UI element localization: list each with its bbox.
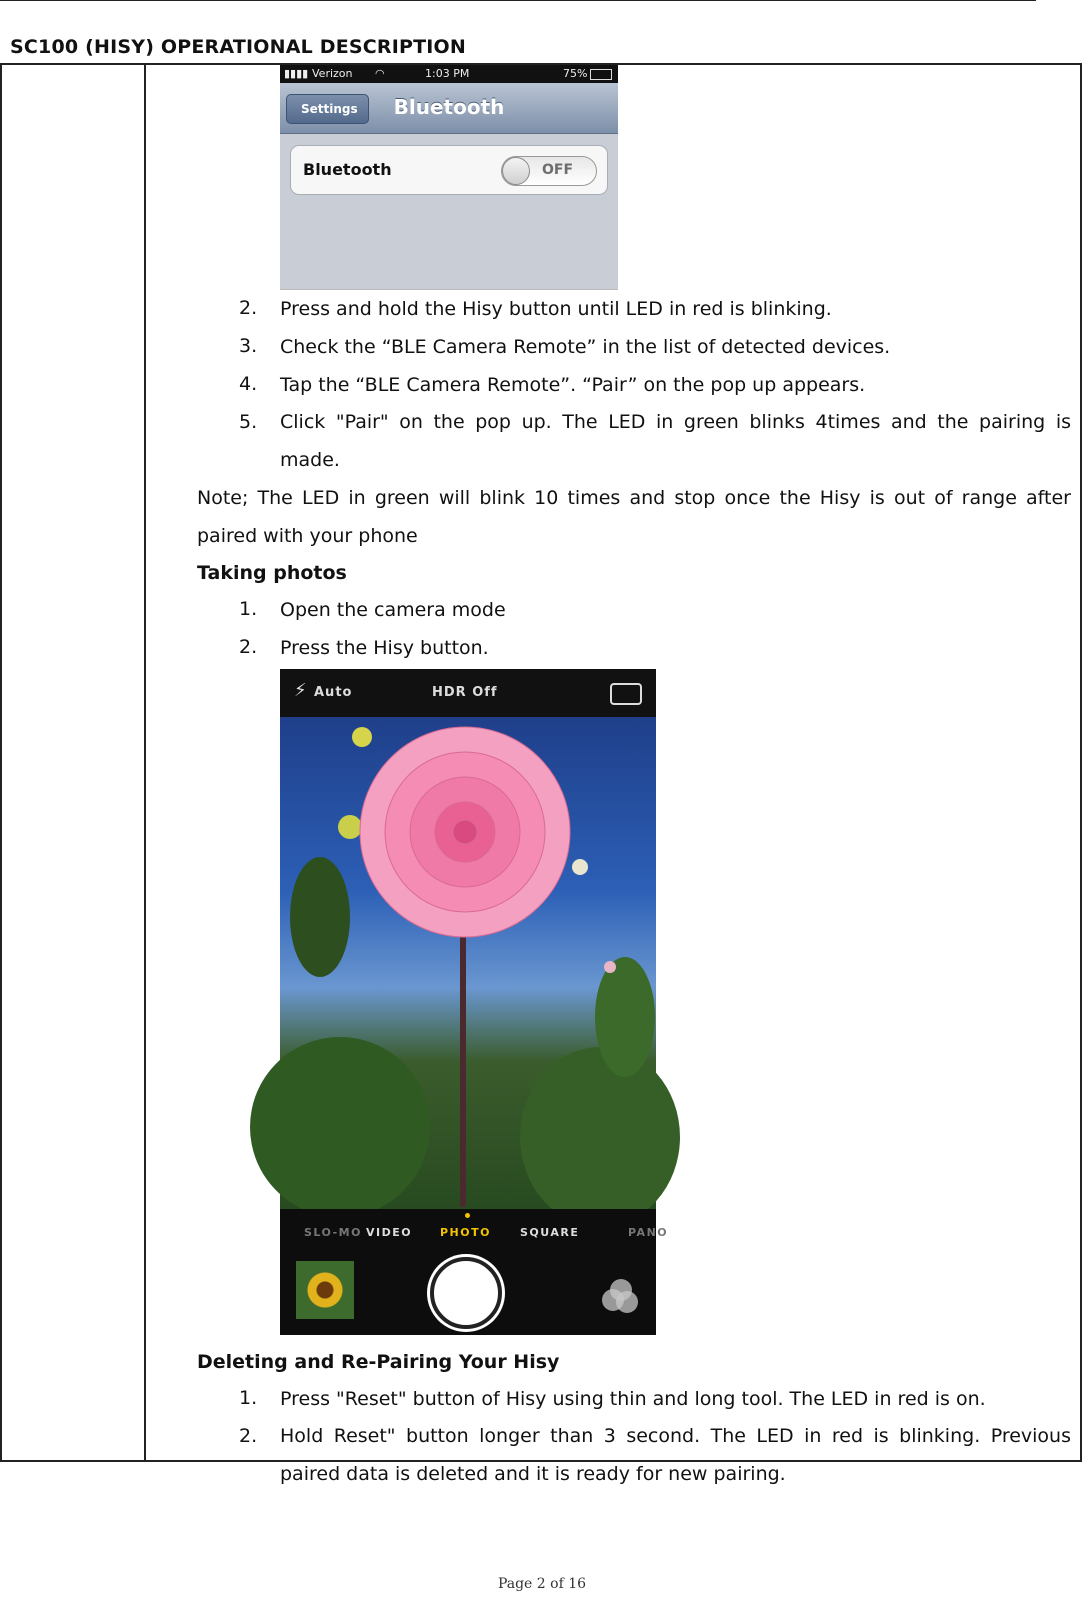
dahlia-flower-image xyxy=(280,717,656,1209)
camera-screenshot xyxy=(280,669,669,1335)
mode-square[interactable]: SQUARE xyxy=(520,1226,580,1239)
navigation-bar xyxy=(280,83,618,134)
nav-title: Bluetooth xyxy=(393,95,505,119)
step-text: Click "Pair" on the pop up. The LED in green blinks 4times and the pairing is xyxy=(280,411,1071,433)
toggle-knob xyxy=(502,157,530,185)
wifi-icon: ◠ xyxy=(375,67,385,80)
signal-icon: ▮▮▮▮ xyxy=(284,67,309,80)
step-text-continued: made. xyxy=(280,449,340,471)
selected-mode-indicator xyxy=(465,1213,470,1218)
step-text: Press the Hisy button. xyxy=(280,637,489,659)
step-number: 5. xyxy=(239,411,258,433)
step-number: 2. xyxy=(239,1425,258,1447)
shutter-button[interactable] xyxy=(430,1257,502,1329)
toggle-state-label: OFF xyxy=(542,162,574,178)
camera-top-bar xyxy=(280,669,656,717)
step-text: Hold Reset" button longer than 3 second. The LED in red is blinking. Previous xyxy=(280,1425,1071,1447)
battery-label: 75% xyxy=(563,67,588,80)
switch-camera-icon xyxy=(610,683,642,705)
note-text: Note; The LED in green will blink 10 times and stop once the Hisy is out of range after xyxy=(197,487,1071,509)
document-title: SC100 (HISY) OPERATIONAL DESCRIPTION xyxy=(10,36,467,58)
step-number: 4. xyxy=(239,373,258,395)
step-text: Open the camera mode xyxy=(280,599,506,621)
last-photo-thumbnail[interactable] xyxy=(296,1261,354,1319)
mode-slomo[interactable]: SLO-MO xyxy=(304,1226,362,1239)
section-heading: Taking photos xyxy=(197,562,347,584)
settings-back-button[interactable]: Settings xyxy=(286,94,369,124)
camera-controls xyxy=(280,1249,656,1335)
hdr-label: HDR Off xyxy=(432,685,498,700)
step-text: Tap the “BLE Camera Remote”. “Pair” on the pop up appears. xyxy=(280,374,866,396)
step-text: Press and hold the Hisy button until LED in red is blinking. xyxy=(280,298,832,320)
top-rule xyxy=(0,0,1036,1)
step-number: 1. xyxy=(239,1387,258,1409)
page-number: Page 2 of 16 xyxy=(497,1576,587,1592)
bluetooth-row xyxy=(290,145,608,195)
step-text: Press "Reset" button of Hisy using thin and long tool. The LED in red is on. xyxy=(280,1388,986,1410)
step-number: 2. xyxy=(239,636,258,658)
bluetooth-row-label: Bluetooth xyxy=(303,160,392,179)
status-bar xyxy=(280,65,618,83)
flash-icon: ⚡ xyxy=(294,680,308,701)
camera-viewfinder xyxy=(280,717,656,1209)
step-number: 1. xyxy=(239,598,258,620)
mode-pano[interactable]: PANO xyxy=(628,1226,669,1239)
battery-icon xyxy=(590,69,612,80)
bluetooth-settings-screenshot xyxy=(280,65,618,290)
camera-mode-bar xyxy=(280,1209,669,1249)
note-text-continued: paired with your phone xyxy=(197,525,418,547)
time-label: 1:03 PM xyxy=(425,67,470,80)
mode-video[interactable]: VIDEO xyxy=(366,1226,413,1239)
step-number: 3. xyxy=(239,335,258,357)
flash-mode-label: Auto xyxy=(314,685,353,700)
carrier-label: Verizon xyxy=(312,67,353,80)
step-text-continued: paired data is deleted and it is ready for new pairing. xyxy=(280,1463,786,1485)
step-number: 2. xyxy=(239,297,258,319)
section-heading: Deleting and Re-Pairing Your Hisy xyxy=(197,1351,560,1373)
bluetooth-toggle[interactable] xyxy=(501,156,597,186)
filters-icon[interactable] xyxy=(602,1279,640,1311)
step-text: Check the “BLE Camera Remote” in the list of detected devices. xyxy=(280,336,891,358)
mode-photo[interactable]: PHOTO xyxy=(440,1226,491,1239)
column-divider xyxy=(144,65,146,1460)
